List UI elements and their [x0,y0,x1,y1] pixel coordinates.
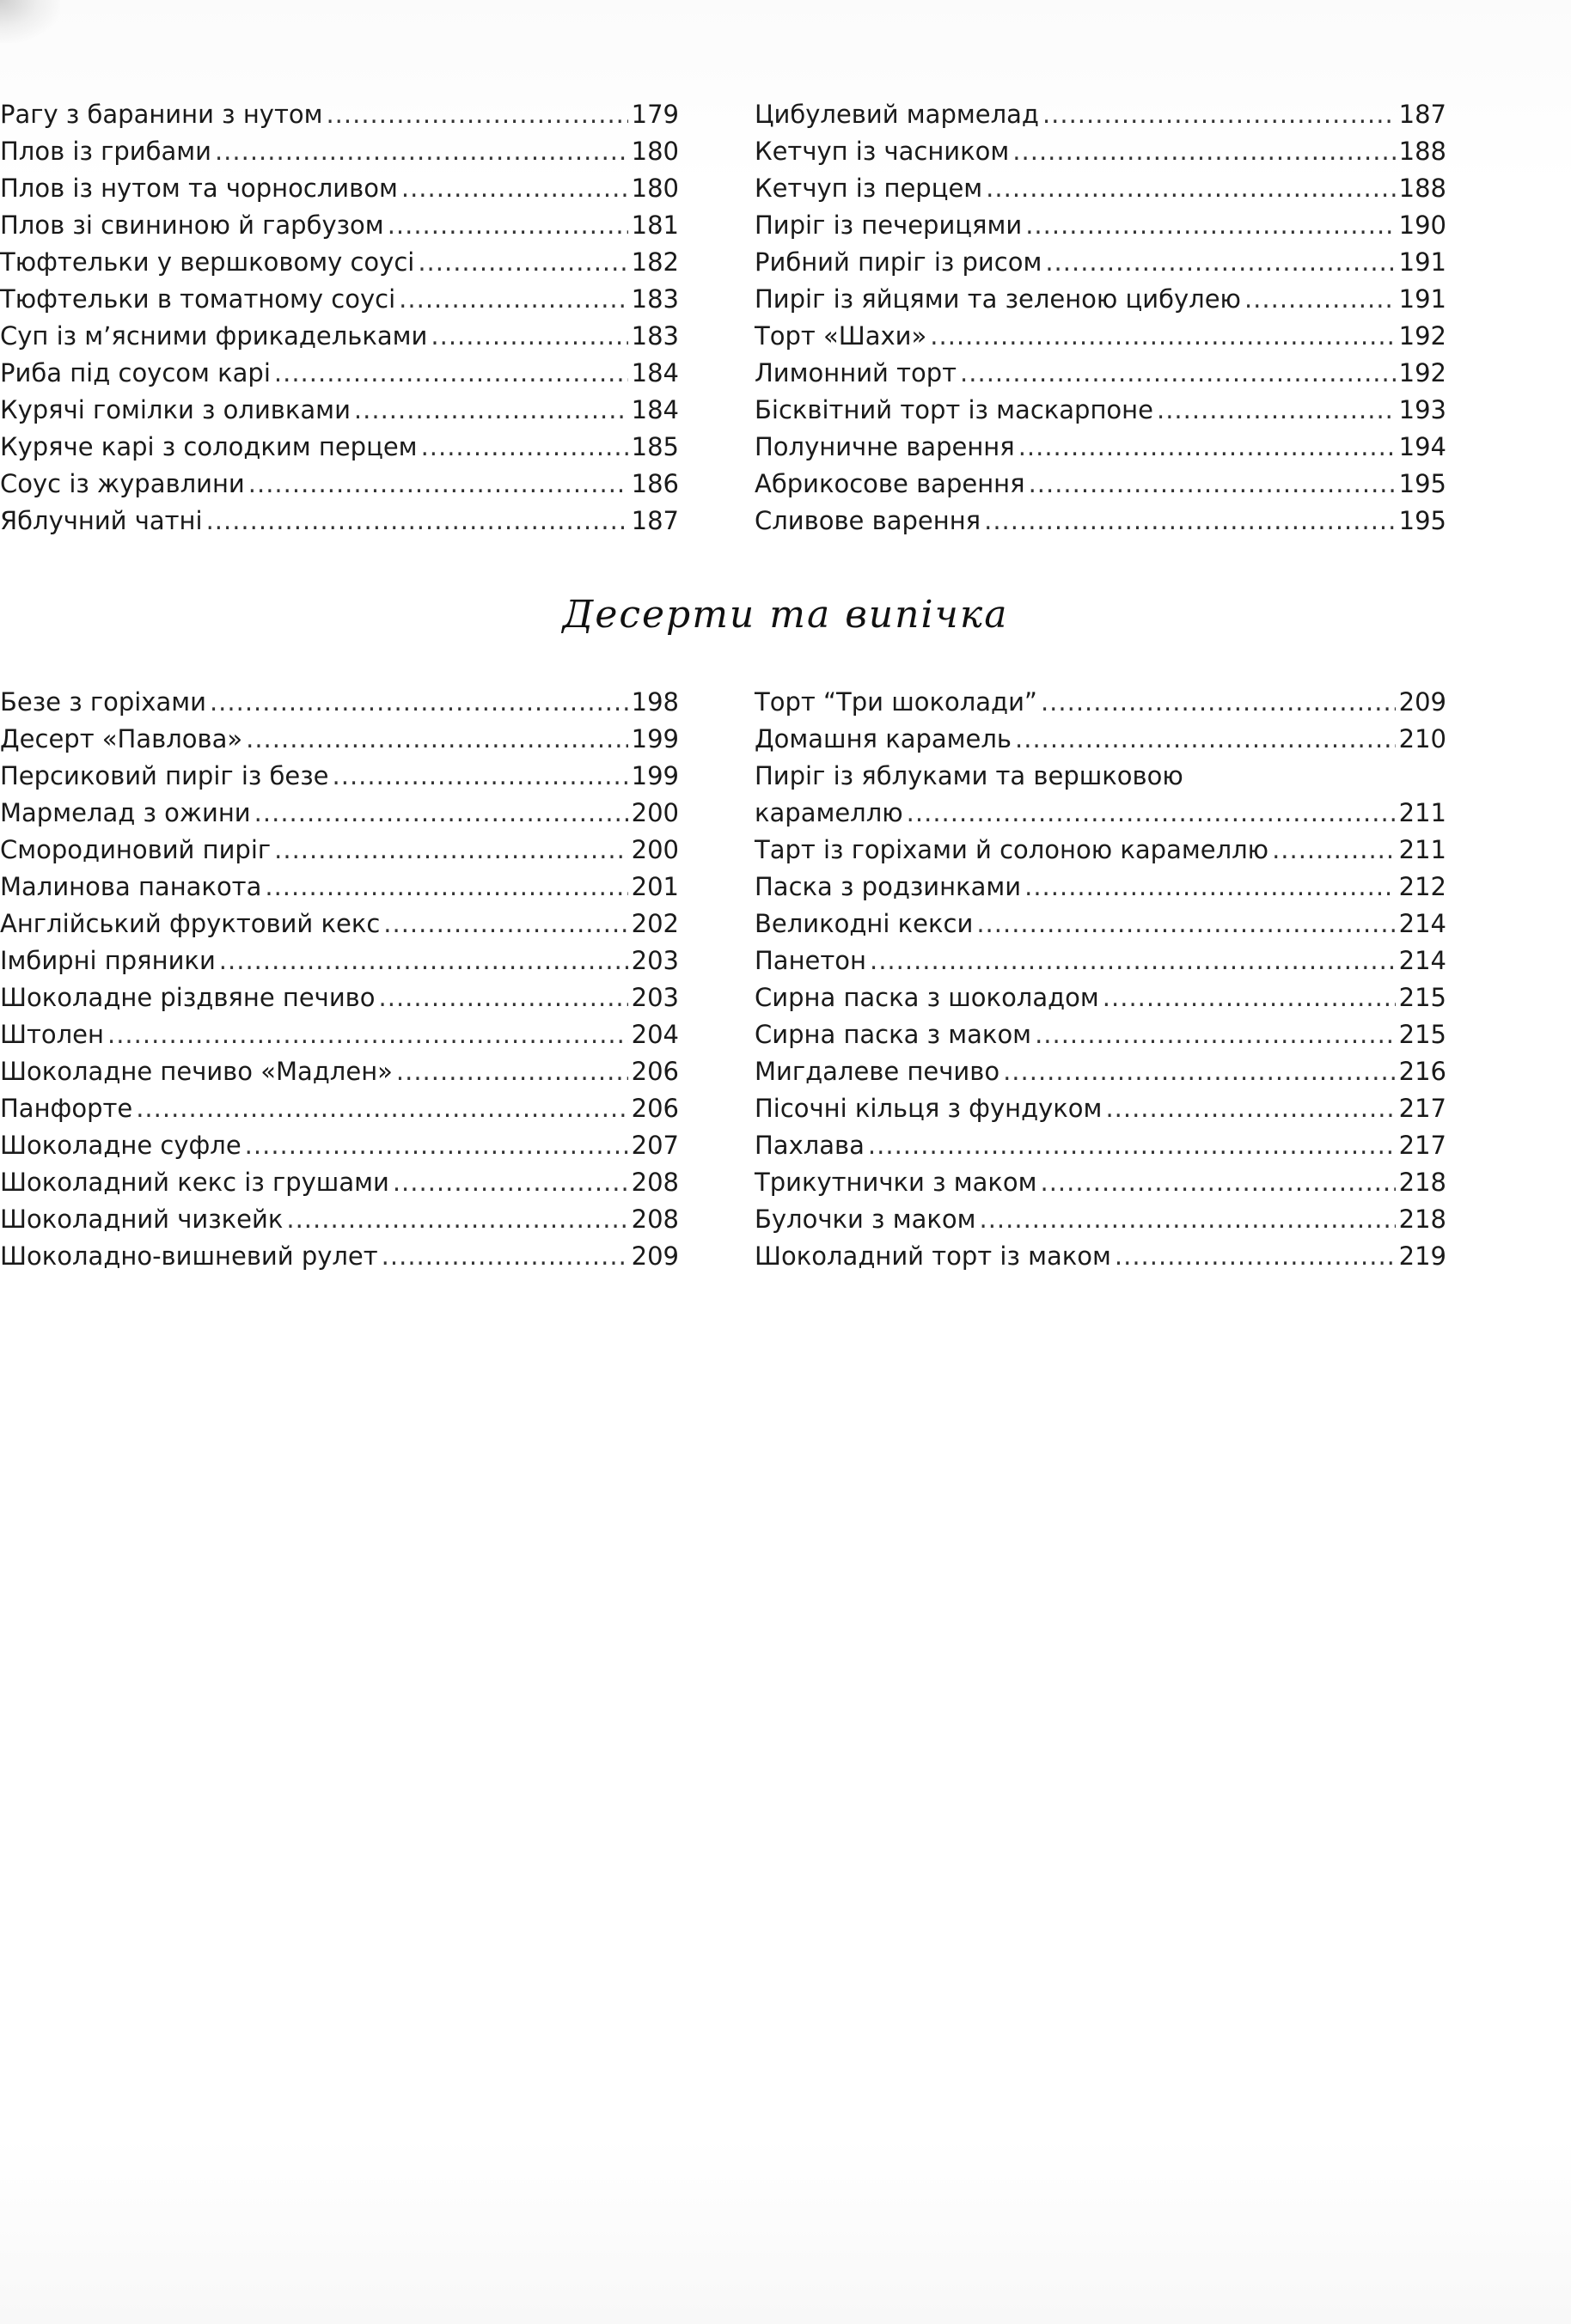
toc-entry-title: Кетчуп із часником [755,137,1010,166]
toc-entry-page-number: 209 [1398,687,1446,717]
toc-leader-dots [1003,1053,1396,1090]
toc-entry [755,906,1446,942]
toc-leader-dots [431,318,627,355]
toc-entry [0,1090,679,1127]
toc-entry [755,1127,1446,1164]
toc-entry [755,1090,1446,1127]
toc-entry-page-number: 219 [1398,1241,1446,1271]
toc-entry-page-number: 181 [631,210,679,240]
toc-entry-page-number: 208 [631,1168,679,1197]
toc-entry-page-number: 214 [1398,909,1446,938]
toc-entry-page-number: 200 [631,798,679,827]
toc-entry-page-number: 211 [1398,835,1446,864]
toc-leader-dots [976,906,1395,942]
toc-entry [0,721,679,758]
toc-leader-dots [219,942,628,979]
toc-entry [0,133,679,170]
toc-entry [755,1164,1446,1201]
toc-entry [0,1238,679,1275]
toc-leader-dots [286,1201,627,1238]
toc-leader-dots [870,942,1396,979]
toc-entry-title: Кетчуп із перцем [755,174,983,203]
toc-entry-page-number: 218 [1398,1205,1446,1234]
toc-entry [755,429,1446,466]
toc-entry-page-number: 188 [1398,174,1446,203]
toc-entry-page-number: 215 [1398,1020,1446,1049]
toc-entry-title: Пиріг із яблуками та вершковою [755,761,1183,790]
toc-entry-title: Шоколадний торт із маком [755,1241,1111,1271]
toc-leader-dots [1029,466,1396,503]
toc-entry [0,1164,679,1201]
toc-entry [0,942,679,979]
toc-entry [0,244,679,281]
toc-entry-page-number: 191 [1398,247,1446,277]
toc-entry-page-number: 199 [631,761,679,790]
toc-entry-title: Цибулевий мармелад [755,100,1039,129]
toc-entry [0,96,679,133]
toc-entry [0,684,679,721]
toc-entry-title: Шоколадне різдвяне печиво [0,983,376,1012]
toc-entry-title: Англійський фруктовий кекс [0,909,381,938]
toc-entry-title: Плов із грибами [0,137,211,166]
toc-entry-page-number: 206 [631,1057,679,1086]
toc-entry [755,355,1446,392]
toc-entry-page-number: 185 [631,432,679,461]
toc-entry-title: Полуничне варення [755,432,1015,461]
toc-entry-title: Шоколадно-вишневий рулет [0,1241,378,1271]
toc-leader-dots [1105,1090,1395,1127]
toc-entry-page-number: 182 [631,247,679,277]
section-title: Десерти та випічка [562,593,1009,637]
toc-entry-title: Тюфтельки у вершковому соусі [0,247,415,277]
toc-entry [755,758,1446,795]
toc-entry [755,281,1446,318]
toc-entry-page-number: 208 [631,1205,679,1234]
toc-entry-page-number: 192 [1398,358,1446,387]
toc-leader-dots [984,503,1396,540]
toc-entry [755,466,1446,503]
toc-entry-title: Штолен [0,1020,104,1049]
toc-entry-title: Суп із м’ясними фрикадельками [0,321,428,351]
toc-entry-title: Малинова панакота [0,872,262,901]
toc-leader-dots [254,795,628,832]
toc-leader-dots [1157,392,1396,429]
toc-entry-title: Сирна паска з маком [755,1020,1032,1049]
toc-entry [755,832,1446,869]
toc-entry [755,392,1446,429]
toc-entry [0,979,679,1016]
toc-entry-title: Рагу з баранини з нутом [0,100,323,129]
toc-leader-dots [1025,207,1395,244]
toc-entry-title: Пісочні кільця з фундуком [755,1094,1103,1123]
toc-leader-dots [1041,684,1396,721]
toc-entry-title: Торт “Три шоколади” [755,687,1037,717]
toc-entry [755,244,1446,281]
toc-leader-dots [418,244,627,281]
toc-entry [0,466,679,503]
toc-leader-dots [274,355,628,392]
toc-entry-title: Сливове варення [755,506,981,535]
toc-entry-title: Великодні кекси [755,909,974,938]
toc-entry [0,795,679,832]
toc-leader-dots [1272,832,1396,869]
toc-entry-page-number: 187 [1398,100,1446,129]
toc-entry-title: карамеллю [755,798,903,827]
toc-entry [755,942,1446,979]
toc-entry-title: Шоколадне печиво «Мадлен» [0,1057,393,1086]
toc-entry [755,503,1446,540]
toc-leader-dots [388,207,628,244]
toc-entry-page-number: 212 [1398,872,1446,901]
toc-entry [755,684,1446,721]
toc-leader-dots [206,503,628,540]
toc-entry-title: Паска з родзинками [755,872,1022,901]
toc-column-left-2 [0,684,679,1275]
toc-leader-dots [396,1053,628,1090]
toc-entry [0,170,679,207]
toc-entry [0,207,679,244]
toc-entry [0,1201,679,1238]
toc-entry-page-number: 211 [1398,798,1446,827]
toc-entry-page-number: 201 [631,872,679,901]
toc-entry [755,721,1446,758]
toc-leader-dots [986,170,1395,207]
toc-entry-title: Шоколадний кекс із грушами [0,1168,389,1197]
toc-leader-dots [246,721,628,758]
toc-leader-dots [333,758,628,795]
toc-entry-title: Безе з горіхами [0,687,206,717]
toc-leader-dots [382,1238,628,1275]
toc-entry-page-number: 199 [631,724,679,753]
toc-entry-page-number: 183 [631,321,679,351]
toc-entry [755,170,1446,207]
toc-entry-page-number: 179 [631,100,679,129]
toc-entry-title: Імбирні пряники [0,946,216,975]
toc-entry-title: Трикутнички з маком [755,1168,1037,1197]
toc-entry-page-number: 183 [631,284,679,314]
toc-entry-title: Булочки з маком [755,1205,976,1234]
toc-entry-title: Шоколадне суфле [0,1131,241,1160]
toc-entry-page-number: 204 [631,1020,679,1049]
toc-leader-dots [401,170,628,207]
toc-entry-title: Сирна паска з шоколадом [755,983,1099,1012]
toc-entry-title: Яблучний чатні [0,506,203,535]
toc-entry [755,133,1446,170]
toc-entry [0,869,679,906]
toc-entry-title: Домашня карамель [755,724,1012,753]
toc-entry-title: Риба під соусом карі [0,358,271,387]
toc-entry-title: Куряче карі з солодким перцем [0,432,418,461]
toc-leader-dots [326,96,627,133]
toc-entry-title: Торт «Шахи» [755,321,927,351]
toc-entry-page-number: 195 [1398,469,1446,498]
toc-entry [755,318,1446,355]
toc-entry-title: Тарт із горіхами й солоною карамеллю [755,835,1269,864]
toc-entry-page-number: 195 [1398,506,1446,535]
toc-entry-page-number: 191 [1398,284,1446,314]
toc-entry-page-number: 203 [631,983,679,1012]
toc-column-left-1 [0,96,679,540]
toc-entry [0,429,679,466]
toc-entry-page-number: 187 [631,506,679,535]
toc-entry-title: Панетон [755,946,866,975]
toc-leader-dots [1244,281,1396,318]
toc-entry [755,869,1446,906]
toc-entry [755,207,1446,244]
toc-entry-page-number: 218 [1398,1168,1446,1197]
toc-leader-dots [1035,1016,1396,1053]
toc-leader-dots [354,392,628,429]
toc-entry-page-number: 216 [1398,1057,1446,1086]
toc-entry-title: Смородиновий пиріг [0,835,272,864]
toc-entry-title: Плов із нутом та чорносливом [0,174,398,203]
toc-entry-page-number: 209 [631,1241,679,1271]
toc-entry-page-number: 184 [631,358,679,387]
toc-leader-dots [1024,869,1396,906]
toc-entry-page-number: 200 [631,835,679,864]
toc-leader-dots [210,684,628,721]
toc-entry-title: Мигдалеве печиво [755,1057,1000,1086]
toc-entry [755,1201,1446,1238]
toc-leader-dots [1103,979,1396,1016]
toc-entry-page-number: 188 [1398,137,1446,166]
toc-entry [0,1016,679,1053]
toc-entry-page-number: 207 [631,1131,679,1160]
toc-entry-page-number: 190 [1398,210,1446,240]
toc-entry [0,758,679,795]
toc-entry-title: Лимонний торт [755,358,957,387]
toc-entry-title: Мармелад з ожини [0,798,251,827]
toc-entry-title: Пиріг із яйцями та зеленою цибулею [755,284,1241,314]
toc-entry [0,906,679,942]
toc-entry-title: Курячі гомілки з оливками [0,395,351,424]
toc-leader-dots [1042,96,1396,133]
toc-entry-page-number: 192 [1398,321,1446,351]
toc-leader-dots [1012,133,1395,170]
toc-entry-title: Плов зі свининою й гарбузом [0,210,384,240]
toc-leader-dots [979,1201,1395,1238]
toc-entry-page-number: 180 [631,137,679,166]
toc-leader-dots [421,429,628,466]
toc-leader-dots [399,281,627,318]
toc-leader-dots [868,1127,1396,1164]
toc-leader-dots [245,1127,628,1164]
toc-entry-page-number: 214 [1398,946,1446,975]
toc-leader-dots [907,795,1396,832]
toc-entry [755,795,1446,832]
toc-entry-page-number: 217 [1398,1094,1446,1123]
toc-leader-dots [274,832,628,869]
toc-entry-page-number: 206 [631,1094,679,1123]
toc-entry-page-number: 215 [1398,983,1446,1012]
toc-entry [755,979,1446,1016]
toc-entry-title: Панфорте [0,1094,133,1123]
toc-column-right-1 [755,96,1446,540]
toc-entry [755,1238,1446,1275]
toc-entry [0,1127,679,1164]
toc-entry-title: Персиковий пиріг із безе [0,761,329,790]
toc-entry [0,832,679,869]
toc-entry [0,503,679,540]
toc-entry-page-number: 184 [631,395,679,424]
toc-entry-title: Шоколадний чизкейк [0,1205,284,1234]
toc-entry-page-number: 194 [1398,432,1446,461]
toc-leader-dots [248,466,628,503]
toc-entry-page-number: 186 [631,469,679,498]
toc-leader-dots [930,318,1395,355]
toc-leader-dots [1115,1238,1396,1275]
toc-leader-dots [265,869,627,906]
toc-column-right-2 [755,684,1446,1275]
toc-entry-page-number: 180 [631,174,679,203]
toc-entry [755,1053,1446,1090]
toc-entry-title: Абрикосове варення [755,469,1025,498]
toc-entry-page-number: 210 [1398,724,1446,753]
toc-entry-title: Рибний пиріг із рисом [755,247,1042,277]
toc-entry [0,281,679,318]
toc-entry [755,96,1446,133]
toc-leader-dots [1041,1164,1396,1201]
toc-entry-title: Бісквітний торт із маскарпоне [755,395,1153,424]
toc-entry-title: Пахлава [755,1131,865,1160]
toc-entry-page-number: 202 [631,909,679,938]
toc-leader-dots [107,1016,628,1053]
toc-leader-dots [960,355,1396,392]
toc-leader-dots [1045,244,1395,281]
toc-leader-dots [379,979,628,1016]
toc-leader-dots [1018,429,1396,466]
toc-leader-dots [393,1164,628,1201]
toc-leader-dots [215,133,628,170]
toc-entry [0,1053,679,1090]
toc-entry [0,318,679,355]
toc-leader-dots [136,1090,627,1127]
toc-entry-page-number: 203 [631,946,679,975]
toc-entry-title: Соус із журавлини [0,469,245,498]
toc-entry-title: Десерт «Павлова» [0,724,243,753]
page-corner-shadow [0,0,60,43]
toc-entry [755,1016,1446,1053]
toc-leader-dots [1015,721,1396,758]
toc-entry-page-number: 193 [1398,395,1446,424]
toc-leader-dots [383,906,627,942]
toc-entry-title: Пиріг із печерицями [755,210,1023,240]
toc-entry-title: Тюфтельки в томатному соусі [0,284,396,314]
toc-entry [0,355,679,392]
toc-entry-page-number: 198 [631,687,679,717]
toc-entry [0,392,679,429]
toc-entry-page-number: 217 [1398,1131,1446,1160]
